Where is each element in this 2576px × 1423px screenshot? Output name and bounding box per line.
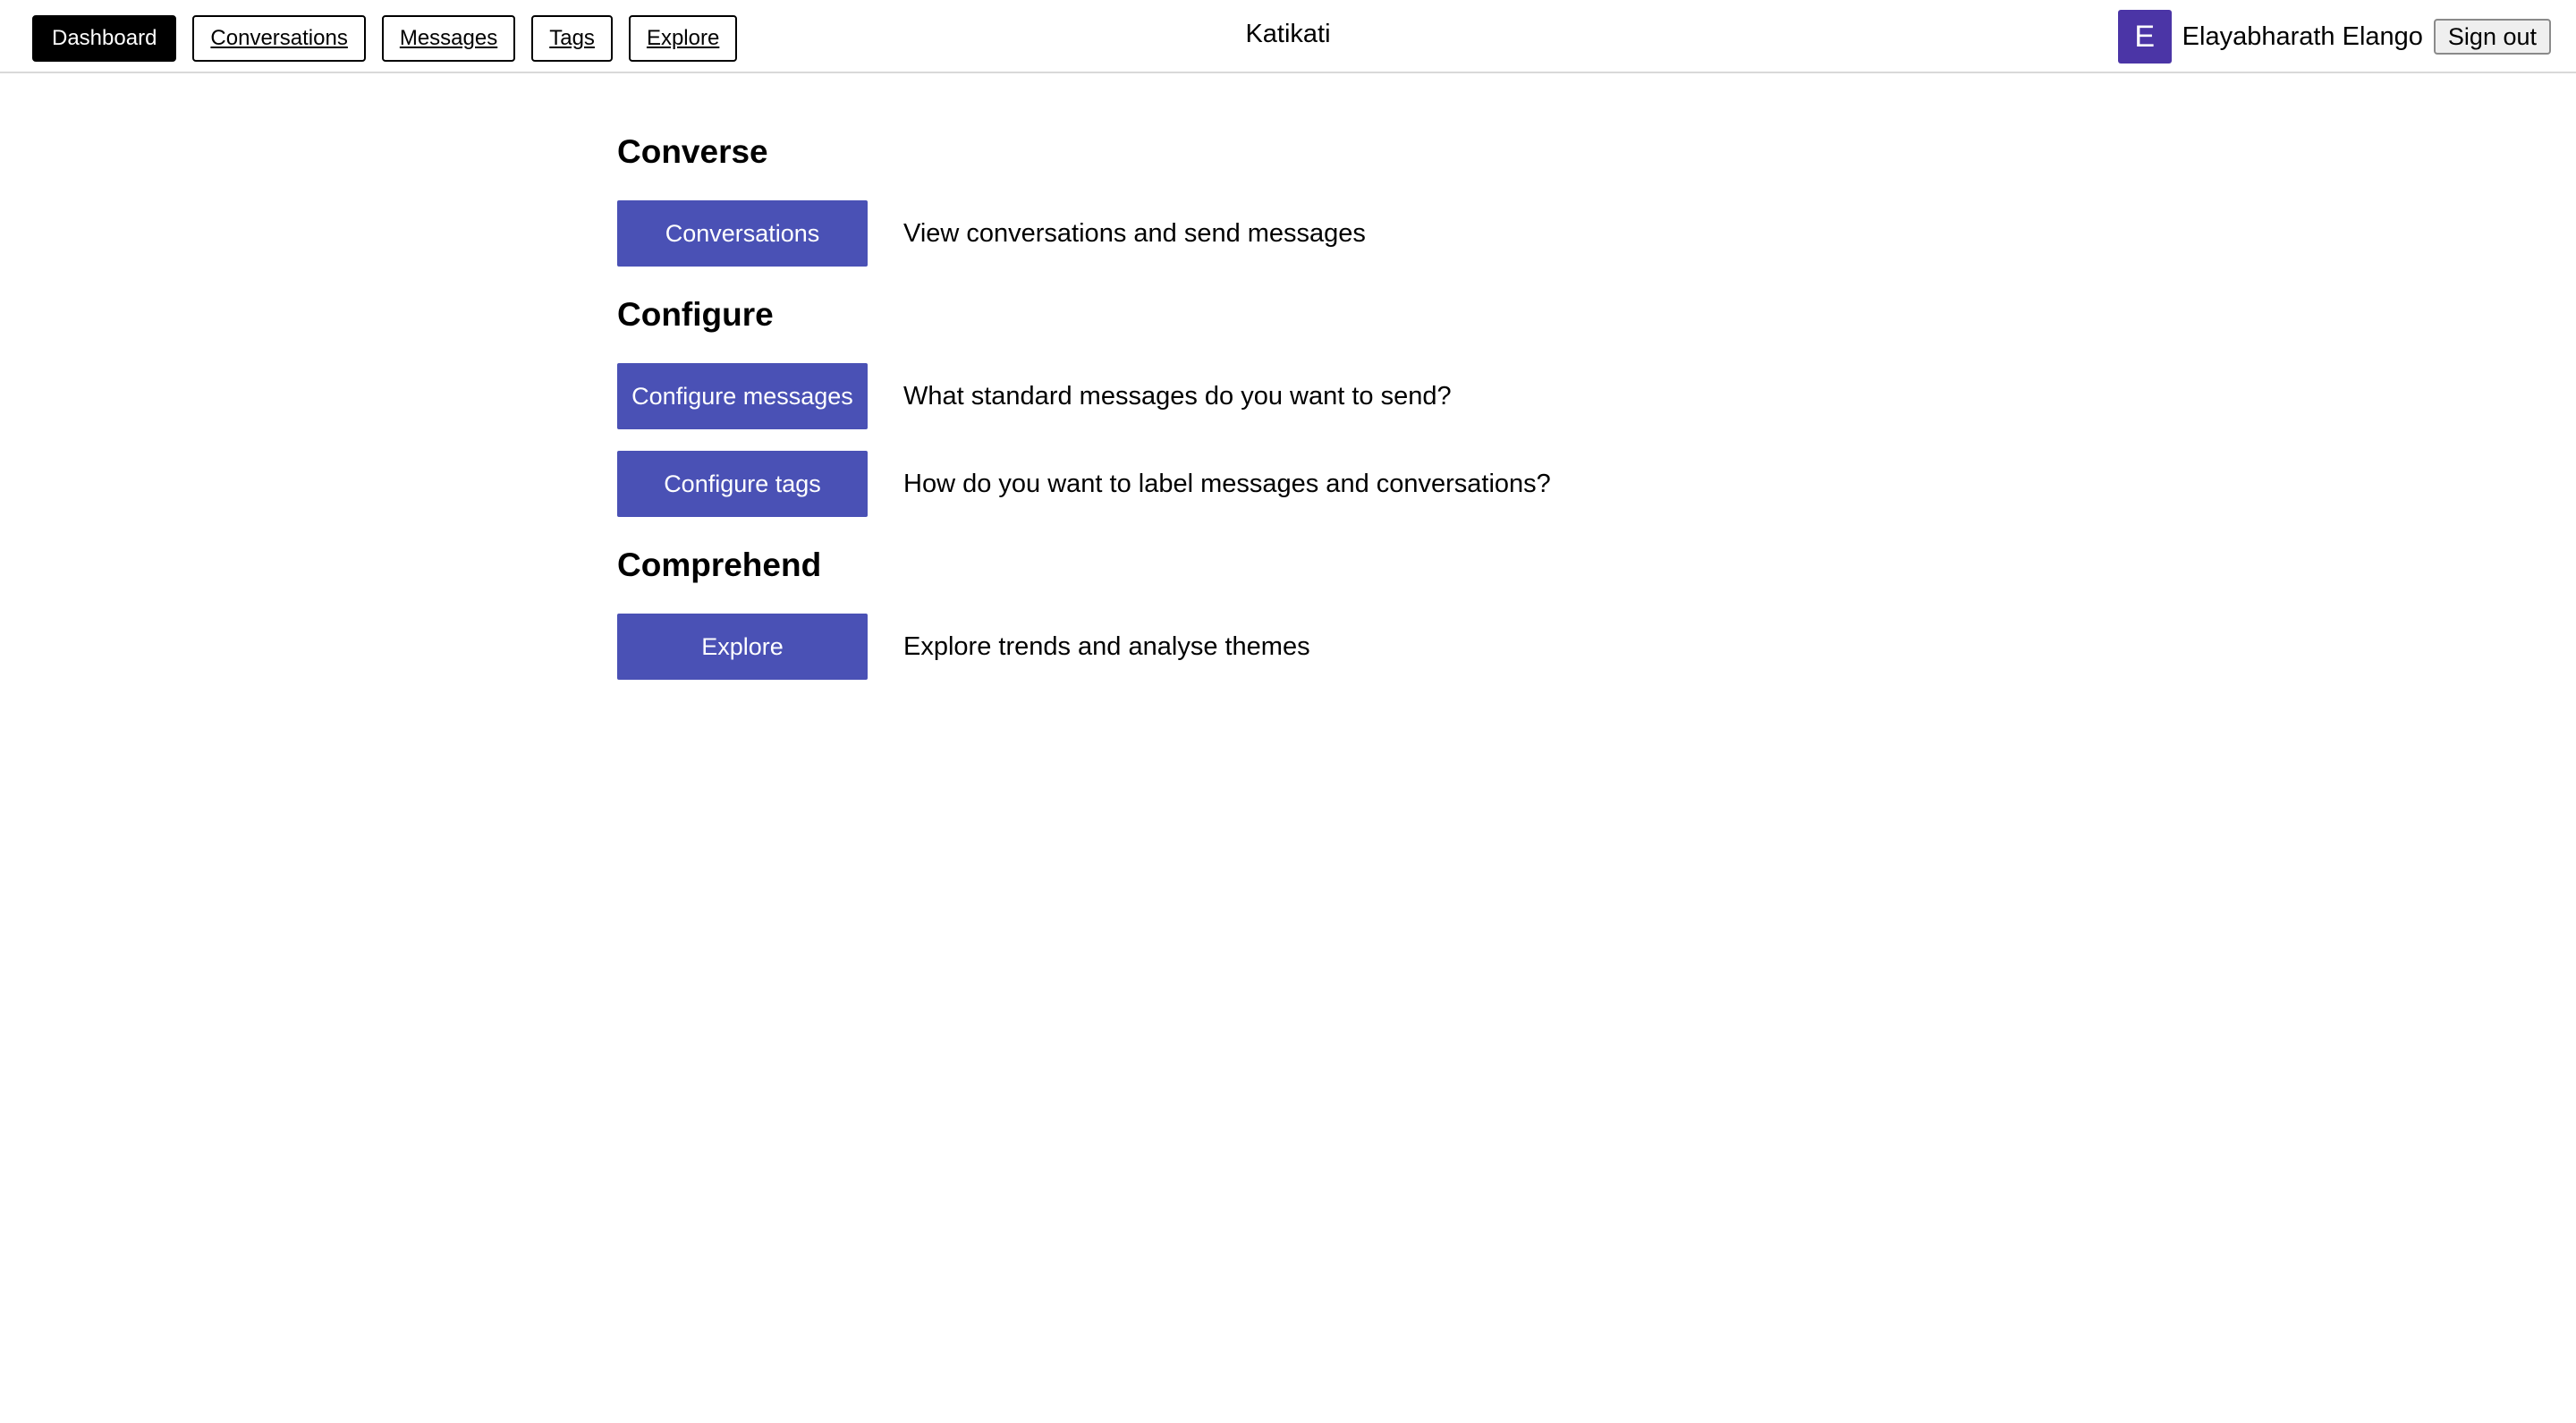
configure-messages-button[interactable]: Configure messages bbox=[617, 363, 868, 429]
configure-tags-description: How do you want to label messages and conversations? bbox=[903, 469, 1551, 498]
section-title-converse: Converse bbox=[617, 133, 768, 170]
explore-description: Explore trends and analyse themes bbox=[903, 631, 1310, 661]
action-row bbox=[617, 363, 1959, 429]
user-name: Elayabharath Elango bbox=[2182, 21, 2423, 51]
nav-messages[interactable]: Messages bbox=[382, 15, 515, 62]
dashboard-content bbox=[617, 125, 1959, 701]
user-area bbox=[2118, 10, 2551, 64]
avatar: E bbox=[2118, 10, 2172, 64]
sign-out-button[interactable]: Sign out bbox=[2434, 19, 2551, 55]
explore-button[interactable]: Explore bbox=[617, 614, 868, 680]
section-title-comprehend: Comprehend bbox=[617, 546, 822, 583]
top-navigation-bar bbox=[0, 0, 2576, 73]
nav-dashboard[interactable]: Dashboard bbox=[32, 15, 176, 62]
nav-explore[interactable]: Explore bbox=[629, 15, 737, 62]
section-configure bbox=[617, 288, 1959, 517]
section-converse bbox=[617, 125, 1959, 267]
action-row bbox=[617, 451, 1959, 517]
configure-tags-button[interactable]: Configure tags bbox=[617, 451, 868, 517]
section-comprehend bbox=[617, 538, 1959, 680]
action-row bbox=[617, 614, 1959, 680]
app-title: Katikati bbox=[1245, 20, 1331, 48]
nav-conversations[interactable]: Conversations bbox=[192, 15, 365, 62]
conversations-description: View conversations and send messages bbox=[903, 218, 1366, 248]
section-title-configure: Configure bbox=[617, 296, 774, 333]
action-row bbox=[617, 200, 1959, 267]
configure-messages-description: What standard messages do you want to send? bbox=[903, 381, 1452, 411]
conversations-button[interactable]: Conversations bbox=[617, 200, 868, 267]
nav-tags[interactable]: Tags bbox=[531, 15, 613, 62]
